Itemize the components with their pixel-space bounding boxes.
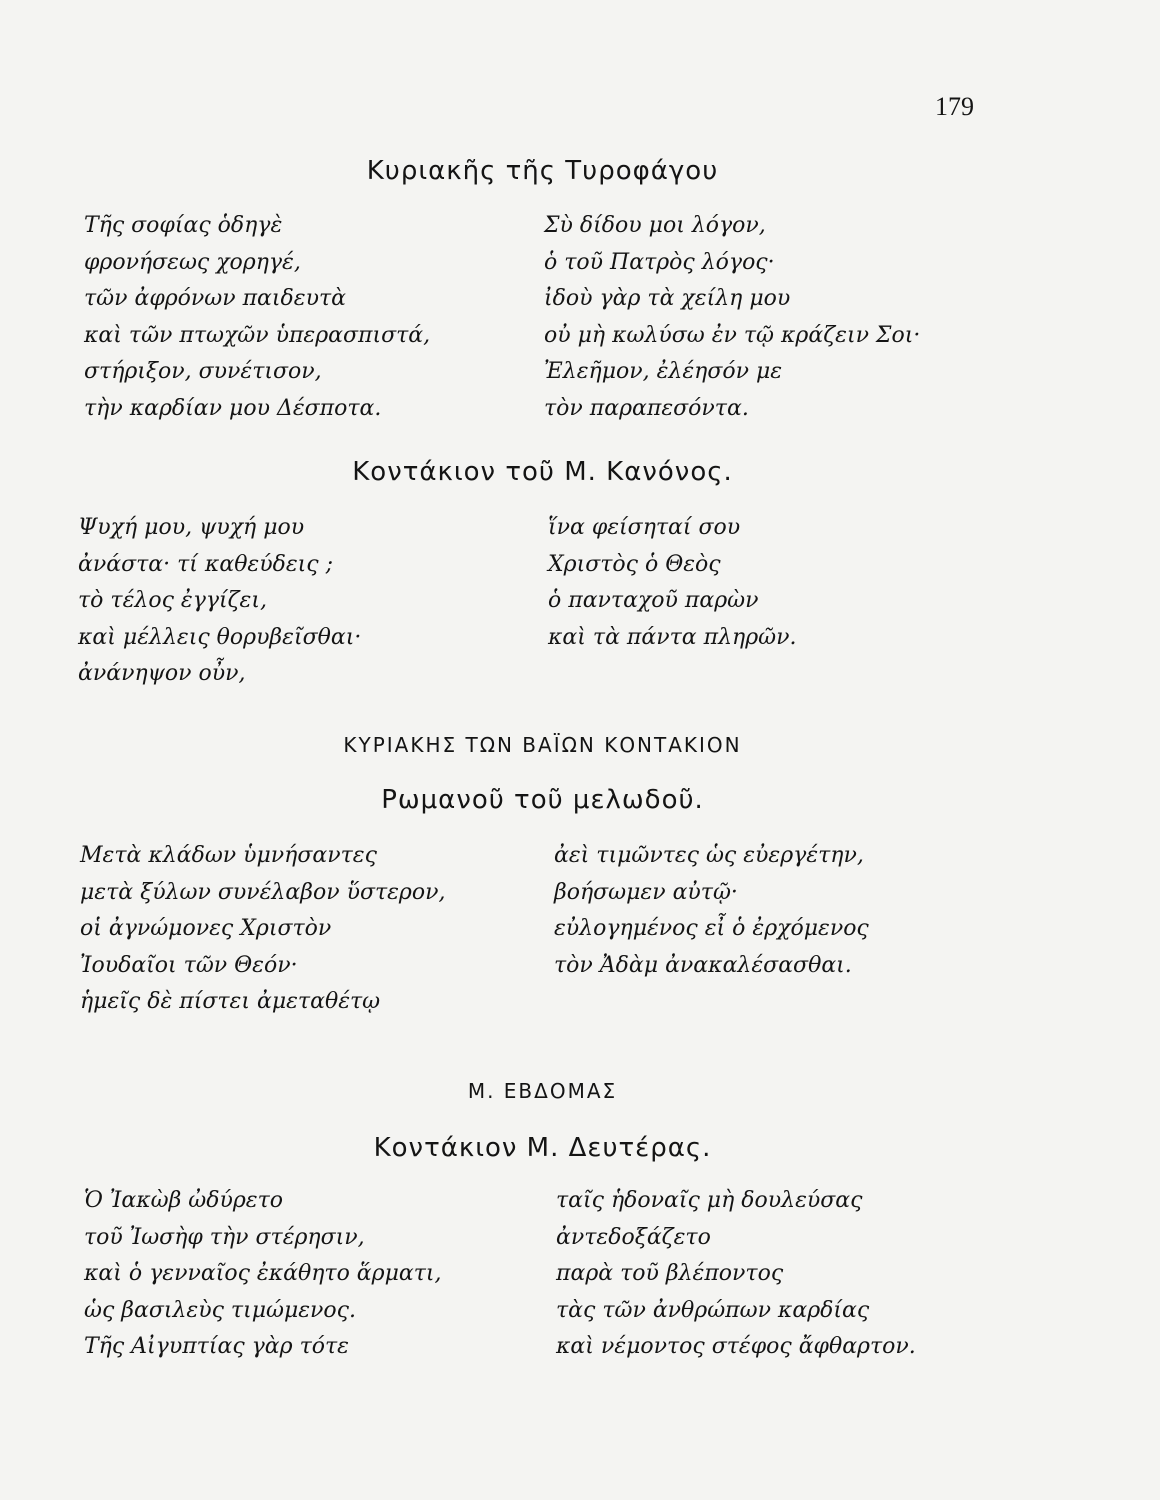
verse-line: ἀνάστα· τί καθεύδεις ; [78,551,334,577]
verse-line: εὐλογημένος εἶ ὁ ἐρχόμενος [554,916,869,941]
verse-line: ἡμεῖς δὲ πίστει ἀμεταθέτῳ [80,989,381,1014]
verse-line: παρὰ τοῦ βλέποντος [556,1261,784,1286]
verse-line: στήριξον, συνέτισον, [84,359,322,384]
verse-line: τὰς τῶν ἀνθρώπων καρδίας [556,1297,870,1323]
verse-line: τὴν καρδίαν μου Δέσποτα. [84,395,382,421]
verse-left-column [84,1183,442,1366]
section-heading: Κοντάκιον τοῦ Μ. Κανόνος. [352,457,733,487]
verse-line: Τῆς σοφίας ὁδηγὲ [84,213,283,238]
section-heading: Κυριακῆς τῆς Τυροφάγου [366,156,719,186]
verse-left-column [80,838,445,1021]
verse-line: ὡς βασιλεὺς τιμώμενος. [84,1297,356,1323]
verse-line: οὐ μὴ κωλύσω ἐν τῷ κράζειν Σοι· [544,322,921,348]
verse-line: τοῦ Ἰωσὴφ τὴν στέρησιν, [84,1224,365,1250]
verse-line: καὶ τῶν πτωχῶν ὑπερασπιστά, [84,322,431,348]
verse-left-column [78,510,361,693]
verse-right-column [544,208,920,427]
verse-right-column [556,1183,916,1366]
verse-line: τῶν ἀφρόνων παιδευτὰ [84,286,346,311]
page-number: 179 [935,92,974,121]
verse-right-column [554,838,869,984]
section-heading: Κοντάκιον Μ. Δευτέρας. [373,1133,712,1163]
verse-line: φρονήσεως χορηγέ, [84,249,301,275]
verse-line: ὁ τοῦ Πατρὸς λόγος· [544,249,775,275]
verse-line: Ἰουδαῖοι τῶν Θεόν· [80,952,298,978]
verse-line: οἱ ἀγνώμονες Χριστὸν [80,916,332,941]
verse-line: καὶ μέλλεις θορυβεῖσθαι· [78,624,362,650]
verse-line: Ψυχή μου, ψυχή μου [78,515,305,540]
verse-line: ὁ πανταχοῦ παρὼν [548,588,759,613]
verse-line: ἰδοὺ γὰρ τὰ χείλη μου [544,286,791,311]
section-heading: Ρωμανοῦ τοῦ μελωδοῦ. [381,785,704,815]
verse-line: ταῖς ἡδοναῖς μὴ δουλεύσας [556,1188,863,1213]
verse-line: Ἐλεῆμον, ἐλέησόν με [544,359,783,384]
verse-line: Τῆς Αἰγυπτίας γὰρ τότε [84,1334,349,1359]
verse-line: καὶ ὁ γενναῖος ἐκάθητο ἅρματι, [84,1261,442,1286]
verse-line: Μετὰ κλάδων ὑμνήσαντες [80,843,377,868]
section-subheading: ΚΥΡΙΑΚΗΣ ΤΩΝ ΒΑΪΩΝ ΚΟΝΤΑΚΙΟΝ [343,733,742,757]
verse-line: τὸν παραπεσόντα. [544,395,749,421]
section-subheading: Μ. ΕΒΔΟΜΑΣ [467,1079,618,1103]
verse-left-column [84,208,430,427]
verse-line: Ὁ Ἰακὼβ ὠδύρετο [84,1188,284,1213]
verse-line: Χριστὸς ὁ Θεὸς [548,551,721,577]
verse-line: τὸ τέλος ἐγγίζει, [78,588,267,613]
verse-line: καὶ νέμοντος στέφος ἄφθαρτον. [556,1334,916,1359]
verse-line: ἵνα φείσηταί σου [548,515,741,540]
verse-line: ἀεὶ τιμῶντες ὡς εὐεργέτην, [554,843,864,868]
verse-line: τὸν Ἀδὰμ ἀνακαλέσασθαι. [554,952,852,978]
verse-line: ἀντεδοξάζετο [556,1224,711,1250]
verse-line: ἀνάνηψον οὖν, [78,661,246,686]
verse-right-column [548,510,796,656]
verse-line: καὶ τὰ πάντα πληρῶν. [548,624,797,650]
verse-line: Σὺ δίδου μοι λόγον, [544,213,766,238]
verse-line: μετὰ ξύλων συνέλαβον ὕστερον, [80,879,446,905]
verse-line: βοήσωμεν αὐτῷ· [554,879,738,905]
